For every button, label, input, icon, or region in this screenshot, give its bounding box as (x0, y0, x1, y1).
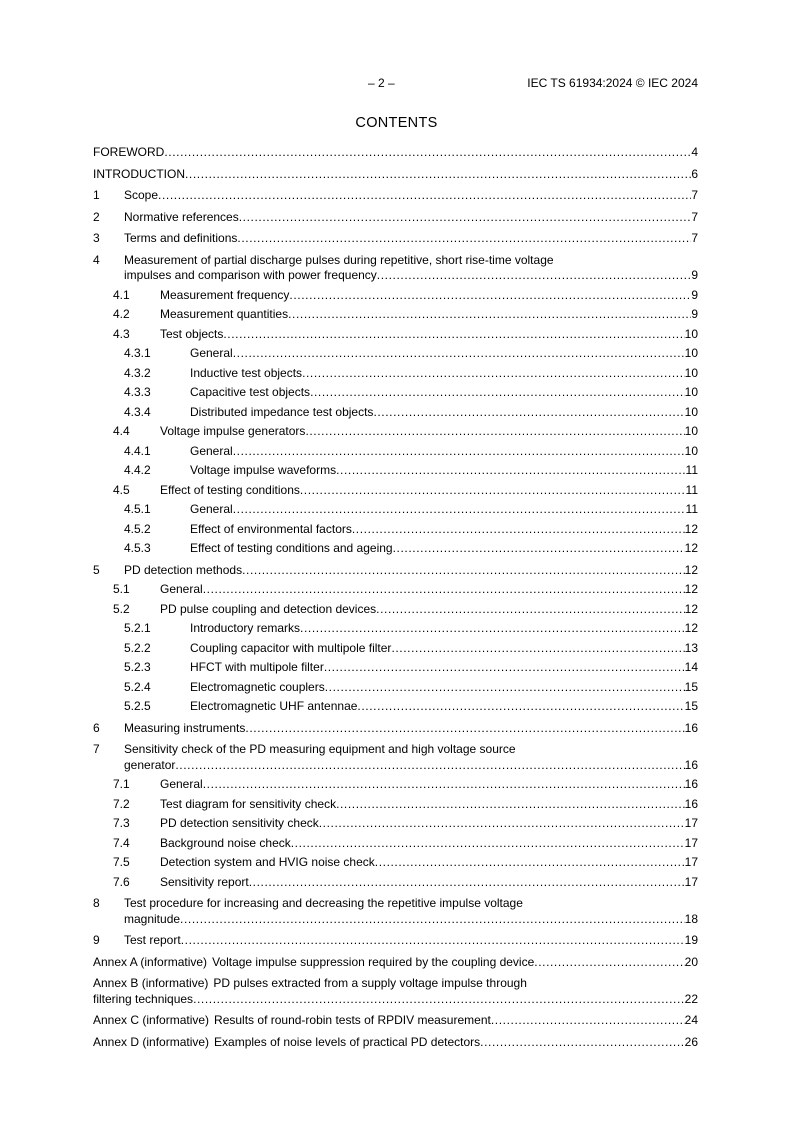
toc-entry[interactable] (93, 797, 698, 813)
toc-entry-title: Sensitivity check of the PD measuring equipment and high voltage source (124, 742, 516, 756)
toc-entry-page: 17 (684, 835, 698, 850)
leader-dots (233, 444, 685, 460)
toc-entry-number: 7.5 (113, 855, 130, 869)
leader-dots (302, 366, 685, 382)
toc-entry-page: 24 (684, 1013, 698, 1027)
toc-entry-page: 12 (684, 582, 698, 596)
toc-entry-number: 4.5.3 (124, 541, 151, 555)
toc-entry-title: Test report (124, 933, 181, 947)
toc-entry[interactable] (93, 288, 698, 304)
toc-entry-title: Introductory remarks (190, 621, 301, 635)
toc-entry-page: 16 (684, 777, 698, 791)
leader-dots (239, 210, 692, 226)
toc-entry-title: Measurement quantities (160, 307, 289, 321)
toc-entry[interactable] (93, 955, 698, 971)
toc-entry[interactable] (93, 385, 698, 401)
toc-entry[interactable] (93, 680, 698, 696)
leader-dots (233, 502, 686, 518)
toc-entry-page: 20 (684, 954, 698, 969)
toc-entry-number: Annex B (informative) (93, 976, 209, 990)
toc-entry-page: 10 (684, 404, 698, 419)
toc-entry-title: Normative references (124, 209, 239, 224)
toc-entry-title: Inductive test objects (190, 365, 303, 380)
toc-entry-page: 13 (684, 640, 698, 655)
leader-dots (300, 621, 685, 637)
toc-entry-number: 4.1 (113, 287, 130, 302)
toc-entry-title: Electromagnetic couplers (190, 679, 325, 694)
toc-entry-title: General (190, 443, 233, 458)
toc-entry-number: 7.4 (113, 835, 130, 850)
toc-entry[interactable] (93, 699, 698, 715)
toc-entry-page: 10 (684, 385, 698, 399)
toc-entry-number: 4 (93, 252, 100, 267)
toc-entry-title: Test procedure for increasing and decreasing the repetitive impulse voltage (124, 896, 523, 910)
toc-entry-title: Effect of testing conditions (160, 482, 300, 497)
toc-entry-title: INTRODUCTION (93, 166, 185, 181)
toc-entry-title-continued: magnitude (124, 911, 181, 926)
toc-entry[interactable] (93, 855, 698, 871)
toc-entry-title: Electromagnetic UHF antennae (190, 699, 358, 713)
toc-entry[interactable] (93, 346, 698, 362)
toc-entry-number: 4.3 (113, 326, 130, 341)
toc-entry-page: 15 (684, 679, 698, 694)
toc-entry-page: 7 (691, 209, 698, 224)
toc-entry-title: General (160, 582, 203, 596)
toc-entry-page: 15 (684, 699, 698, 713)
toc-entry-page: 7 (691, 231, 698, 245)
toc-entry-title: PD detection methods (124, 562, 243, 577)
leader-dots (376, 602, 685, 618)
toc-entry[interactable] (93, 976, 698, 1007)
toc-entry-page: 6 (691, 166, 698, 181)
toc-entry[interactable] (93, 463, 698, 479)
toc-entry[interactable] (93, 405, 698, 421)
table-of-contents (93, 145, 698, 1050)
leader-dots (181, 933, 685, 949)
toc-entry[interactable] (93, 721, 698, 737)
toc-entry[interactable] (93, 424, 698, 440)
toc-entry[interactable] (93, 231, 698, 247)
toc-entry-page: 26 (684, 1034, 698, 1049)
toc-entry-number: 4.4 (113, 424, 130, 438)
leader-dots (373, 405, 684, 421)
toc-entry-number: 5 (93, 562, 100, 577)
toc-entry[interactable] (93, 444, 698, 460)
toc-entry-title: PD pulses extracted from a supply voltage impulse through (213, 976, 527, 990)
toc-entry-page: 14 (684, 660, 698, 674)
leader-dots (377, 268, 692, 284)
toc-entry-title: Effect of environmental factors (190, 521, 352, 536)
toc-entry-page: 11 (685, 463, 698, 477)
leader-dots (158, 188, 691, 204)
leader-dots (175, 758, 684, 774)
contents-title: CONTENTS (355, 115, 438, 131)
toc-entry-title: Voltage impulse generators (160, 424, 306, 438)
toc-entry-title: Test objects (160, 326, 224, 341)
leader-dots (480, 1035, 684, 1051)
toc-entry-number: 5.2.3 (124, 660, 151, 674)
toc-entry[interactable] (93, 1013, 698, 1029)
toc-entry[interactable] (93, 933, 698, 949)
toc-entry-page: 12 (684, 621, 698, 635)
toc-entry-title: FOREWORD (93, 145, 165, 159)
leader-dots (336, 797, 685, 813)
leader-dots (491, 1013, 685, 1029)
leader-dots (319, 816, 685, 832)
toc-entry-title: Voltage impulse waveforms (190, 463, 337, 477)
toc-entry-page: 19 (684, 933, 698, 947)
toc-entry-page: 10 (684, 346, 698, 360)
leader-dots (375, 855, 685, 871)
toc-entry-number: 7.6 (113, 874, 130, 889)
toc-entry[interactable] (93, 167, 698, 183)
toc-entry-title: Effect of testing conditions and ageing (190, 541, 393, 555)
toc-entry-title: HFCT with multipole filter (190, 660, 324, 674)
toc-entry-title: General (190, 346, 233, 360)
toc-entry[interactable] (93, 541, 698, 557)
toc-entry-title: Detection system and HVIG noise check (160, 855, 375, 869)
standard-designation: IEC TS 61934:2024 © IEC 2024 (527, 76, 698, 90)
toc-entry-title: General (190, 502, 233, 516)
toc-entry-title: Coupling capacitor with multipole filter (190, 640, 392, 655)
toc-entry-number: 1 (93, 188, 100, 202)
leader-dots (305, 424, 684, 440)
toc-entry-page: 9 (691, 307, 698, 321)
toc-entry-page: 16 (684, 720, 698, 735)
leader-dots (203, 582, 685, 598)
toc-entry-title: PD pulse coupling and detection devices (160, 601, 377, 616)
toc-entry[interactable] (93, 742, 698, 773)
toc-entry-number: 2 (93, 209, 100, 224)
toc-entry-number: 5.2.4 (124, 679, 151, 694)
leader-dots (193, 992, 685, 1008)
toc-entry[interactable] (93, 145, 698, 161)
toc-entry-page: 11 (685, 502, 698, 516)
toc-entry-page: 9 (691, 268, 698, 282)
toc-entry-page: 10 (684, 326, 698, 341)
toc-entry[interactable] (93, 210, 698, 226)
toc-entry-page: 17 (684, 855, 698, 869)
leader-dots (336, 463, 685, 479)
toc-entry[interactable] (93, 602, 698, 618)
toc-entry-page: 4 (691, 145, 698, 159)
toc-entry-page: 9 (691, 287, 698, 302)
toc-entry-title: Sensitivity report (160, 874, 249, 889)
toc-entry[interactable] (93, 502, 698, 518)
toc-entry-number: 5.2.1 (124, 621, 151, 635)
toc-entry-number: 4.3.3 (124, 385, 151, 399)
toc-entry-number: 9 (93, 933, 100, 947)
toc-entry-page: 12 (684, 601, 698, 616)
toc-entry-title: Measuring instruments (124, 720, 246, 735)
leader-dots (180, 912, 685, 928)
toc-entry[interactable] (93, 188, 698, 204)
toc-entry-title: Capacitive test objects (190, 385, 311, 399)
leader-dots (164, 145, 691, 161)
leader-dots (289, 288, 691, 304)
leader-dots (185, 167, 691, 183)
page-number: – 2 – (368, 76, 395, 90)
leader-dots (291, 836, 685, 852)
toc-entry-page: 17 (684, 874, 698, 889)
toc-entry-page: 11 (685, 482, 698, 497)
toc-entry-title-continued: generator (124, 757, 176, 772)
toc-entry-number: 7.2 (113, 796, 130, 811)
leader-dots (324, 660, 685, 676)
toc-entry[interactable] (93, 327, 698, 343)
toc-entry-page: 22 (684, 991, 698, 1006)
toc-entry[interactable] (93, 366, 698, 382)
toc-entry-number: 4.3.4 (124, 404, 151, 419)
leader-dots (357, 699, 684, 715)
toc-entry-title: Scope (124, 188, 159, 202)
toc-entry-number: 7.3 (113, 816, 130, 830)
toc-entry-number: 5.1 (113, 582, 130, 596)
leader-dots (237, 231, 691, 247)
toc-entry[interactable] (93, 522, 698, 538)
toc-entry-number: 7 (93, 742, 100, 756)
leader-dots (352, 522, 685, 538)
toc-entry-title: General (160, 777, 203, 791)
leader-dots (534, 955, 684, 971)
toc-entry[interactable] (93, 816, 698, 832)
toc-entry[interactable] (93, 875, 698, 891)
leader-dots (233, 346, 685, 362)
leader-dots (249, 875, 685, 891)
toc-entry[interactable] (93, 307, 698, 323)
toc-entry[interactable] (93, 836, 698, 852)
leader-dots (391, 641, 684, 657)
leader-dots (300, 483, 686, 499)
toc-entry-number: 4.3.2 (124, 365, 151, 380)
toc-entry-page: 17 (684, 816, 698, 830)
toc-entry-title: Voltage impulse suppression required by the coupling device (212, 954, 535, 969)
leader-dots (223, 327, 684, 343)
toc-entry[interactable] (93, 253, 698, 284)
leader-dots (245, 721, 684, 737)
leader-dots (288, 307, 691, 323)
toc-entry-number: 3 (93, 231, 100, 245)
leader-dots (203, 777, 685, 793)
leader-dots (325, 680, 685, 696)
toc-entry-page: 18 (684, 911, 698, 926)
toc-entry-number: 4.4.2 (124, 463, 151, 477)
leader-dots (393, 541, 685, 557)
toc-entry[interactable] (93, 621, 698, 637)
toc-entry-number: Annex C (informative) (93, 1013, 210, 1027)
toc-entry[interactable] (93, 582, 698, 598)
toc-entry-number: Annex A (informative) (93, 954, 208, 969)
toc-entry-title: Measurement of partial discharge pulses during repetitive, short rise-time voltage (124, 252, 554, 267)
toc-entry-page: 12 (684, 521, 698, 536)
toc-entry-page: 10 (684, 365, 698, 380)
toc-entry-number: 6 (93, 720, 100, 735)
toc-entry-page: 16 (684, 757, 698, 772)
toc-entry-title-continued: filtering techniques (93, 991, 194, 1006)
toc-entry[interactable] (93, 777, 698, 793)
toc-entry-title: Examples of noise levels of practical PD detectors (214, 1034, 481, 1049)
toc-entry[interactable] (93, 563, 698, 579)
toc-entry-page: 10 (684, 443, 698, 458)
toc-entry-title: Results of round-robin tests of RPDIV measurement (214, 1013, 491, 1027)
toc-entry-number: Annex D (informative) (93, 1034, 210, 1049)
toc-entry[interactable] (93, 660, 698, 676)
page-header (93, 76, 698, 92)
toc-entry-page: 7 (691, 188, 698, 202)
toc-entry-number: 4.5.2 (124, 521, 151, 536)
toc-entry-title: Distributed impedance test objects (190, 404, 374, 419)
toc-entry-number: 4.3.1 (124, 346, 151, 360)
toc-entry-title: Test diagram for sensitivity check (160, 796, 337, 811)
toc-entry[interactable] (93, 1035, 698, 1051)
toc-entry[interactable] (93, 641, 698, 657)
toc-entry-number: 4.2 (113, 307, 130, 321)
toc-entry-number: 4.5 (113, 482, 130, 497)
toc-entry-number: 5.2 (113, 601, 130, 616)
toc-entry-number: 5.2.5 (124, 699, 151, 713)
toc-entry-title: Terms and definitions (124, 231, 238, 245)
toc-entry-title: Background noise check (160, 835, 291, 850)
toc-entry[interactable] (93, 483, 698, 499)
toc-entry-number: 4.4.1 (124, 443, 151, 458)
toc-entry-number: 8 (93, 896, 100, 910)
toc-entry-page: 12 (684, 562, 698, 577)
toc-entry-title-continued: impulses and comparison with power frequency (124, 268, 377, 282)
toc-entry-page: 10 (684, 424, 698, 438)
toc-entry-page: 16 (684, 796, 698, 811)
toc-entry-title: PD detection sensitivity check (160, 816, 319, 830)
toc-entry[interactable] (93, 896, 698, 927)
leader-dots (310, 385, 685, 401)
toc-entry-title: Measurement frequency (160, 287, 290, 302)
toc-entry-number: 4.5.1 (124, 502, 151, 516)
leader-dots (242, 563, 685, 579)
toc-entry-page: 12 (684, 541, 698, 555)
toc-entry-number: 5.2.2 (124, 640, 151, 655)
toc-entry-number: 7.1 (113, 777, 130, 791)
